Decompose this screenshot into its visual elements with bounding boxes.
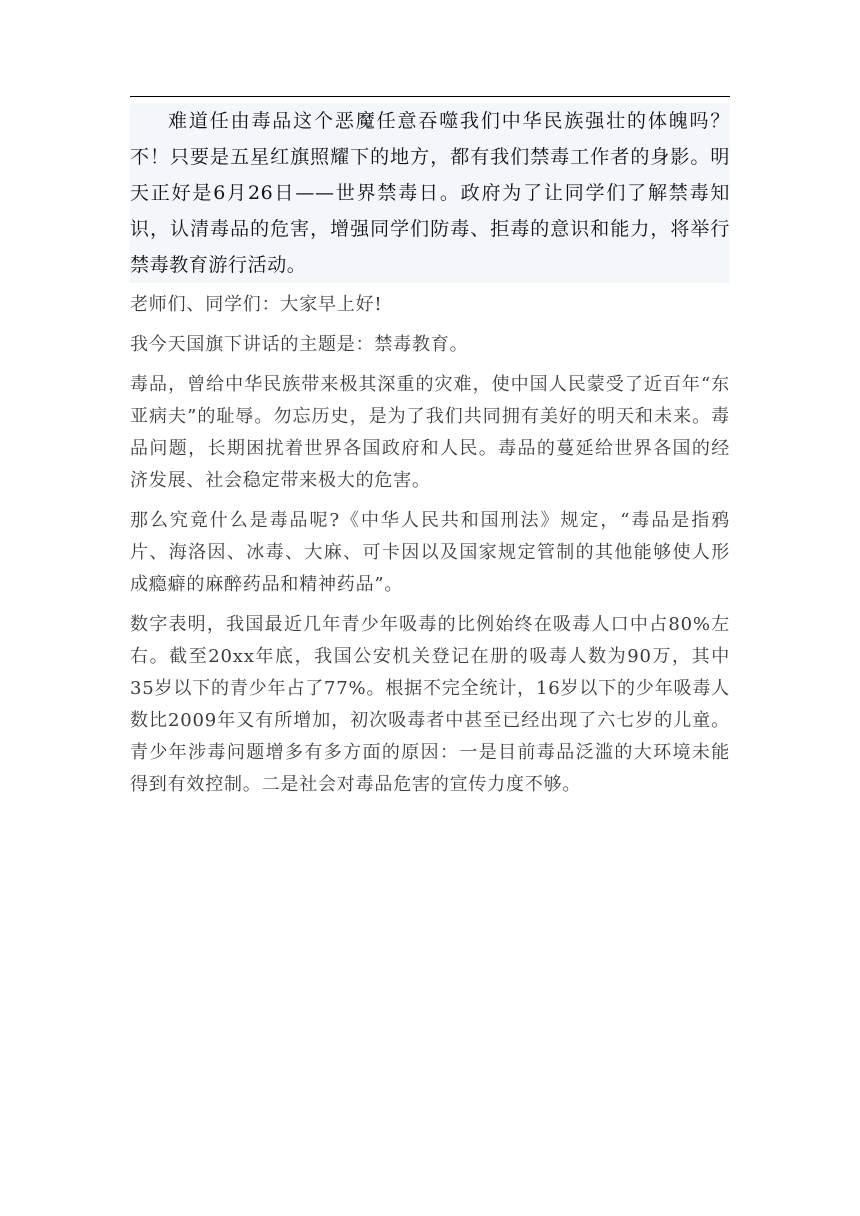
highlighted-intro <box>130 103 730 283</box>
intro-paragraph: 难道任由毒品这个恶魔任意吞噬我们中华民族强壮的体魄吗？不！只要是五星红旗照耀下的地方，都有我们禁毒工作者的身影。明天正好是6月26日——世界禁毒日。政府为了让同学们了解禁毒知识，认清毒品的危害，增强同学们防毒、拒毒的意识和能力，将举行禁毒教育游行活动。 <box>130 110 730 276</box>
statistics-paragraph: 数字表明，我国最近几年青少年吸毒的比例始终在吸毒人口中占80%左右。截至20xx年底，我国公安机关登记在册的吸毒人数为90万，其中35岁以下的青少年占了77%。根据不完全统计，16岁以下的少年吸毒人数比2009年又有所增加，初次吸毒者中甚至已经出现了六七岁的儿童。 青少年涉毒问题增多有多方面的原因：一是目前毒品泛滥的大环境未能得到有效控制。二是社会对毒品危害的宣传力度不够。 <box>130 614 730 795</box>
speech-body <box>130 289 730 801</box>
header-rule <box>130 96 730 97</box>
document-page <box>130 96 730 809</box>
topic-paragraph: 我今天国旗下讲话的主题是：禁毒教育。 <box>130 334 469 355</box>
definition-paragraph: 那么究竟什么是毒品呢?《中华人民共和国刑法》规定，“毒品是指鸦片、海洛因、冰毒、大麻、可卡因以及国家规定管制的其他能够使人形成瘾癖的麻醉药品和精神药品”。 <box>130 510 730 595</box>
greeting-paragraph: 老师们、同学们：大家早上好! <box>130 294 383 315</box>
history-paragraph: 毒品，曾给中华民族带来极其深重的灾难，使中国人民蒙受了近百年“东亚病夫”的耻辱。勿忘历史，是为了我们共同拥有美好的明天和未来。毒品问题，长期困扰着世界各国政府和人民。毒品的蔓延给世界各国的经济发展、社会稳定带来极大的危害。 <box>130 374 730 491</box>
